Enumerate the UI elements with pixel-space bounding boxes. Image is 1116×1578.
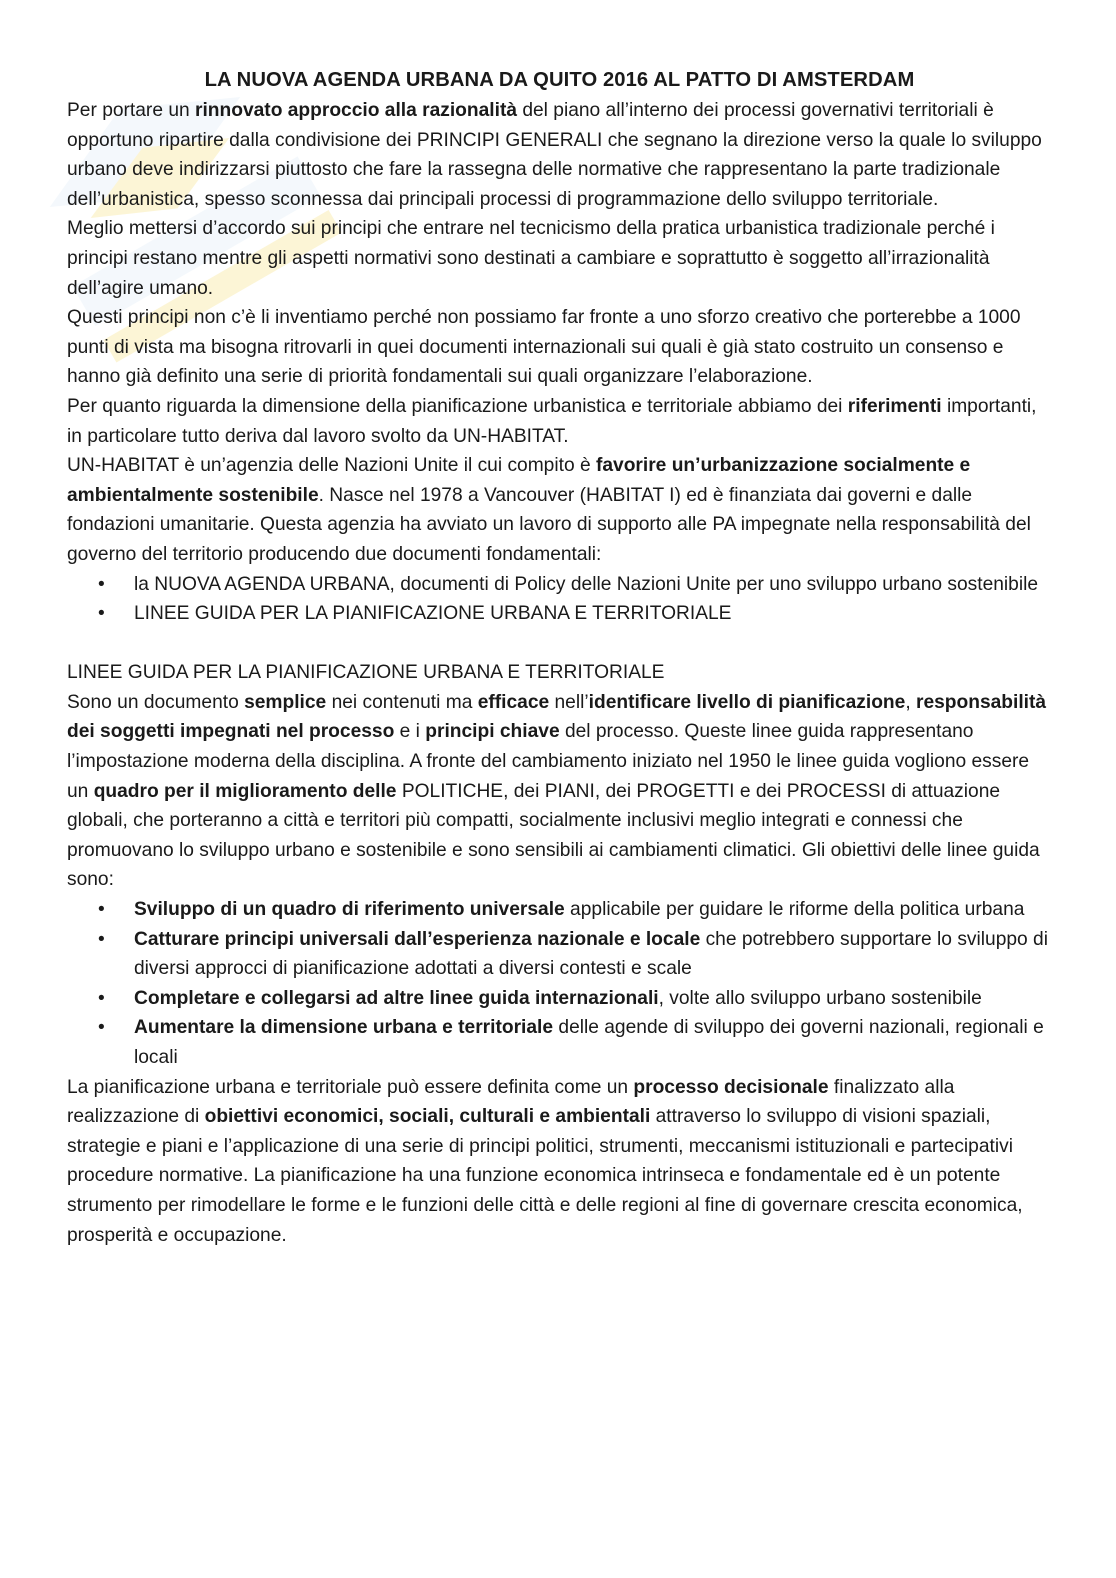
list-item: • Catturare principi universali dall’esperienza nazionale e locale che potrebbero supportare lo sviluppo di diversi approcci di pianificazione adottati a diversi contesti e scale: [67, 925, 1052, 984]
paragraph-definition: La pianificazione urbana e territoriale può essere definita come un processo decisionale finalizzato alla realizzazione di obiettivi economici, sociali, culturali e ambientali attraverso lo sviluppo di visioni spaziali, strategie e piani e l’applicazione di una serie di principi politici, strumenti, meccanismi istituzionali e partecipativi procedure normative. La pianificazione ha una funzione economica intrinseca e fondamentale ed è un potente strumento per rimodellare le forme e le funzioni delle città e delle regioni al fine di governare crescita economica, prosperità e occupazione.: [67, 1076, 1023, 1246]
paragraph-principles: Meglio mettersi d’accordo sui principi che entrare nel tecnicismo della pratica urbanistica tradizionale perché i principi restano mentre gli aspetti normativi sono destinati a cambiare e soprattutto è soggetto all’irrazionalità dell’agire umano.: [67, 218, 995, 299]
list-item: • Aumentare la dimensione urbana e territoriale delle agende di sviluppo dei governi nazionali, regionali e locali: [67, 1013, 1052, 1072]
document-page: [67, 64, 1052, 1250]
list-item: • Completare e collegarsi ad altre linee guida internazionali, volte allo sviluppo urbano sostenibile: [67, 984, 1052, 1014]
paragraph-guidelines: Sono un documento semplice nei contenuti ma efficace nell’identificare livello di pianificazione, responsabilità dei soggetti impegnati nel processo e i principi chiave del processo. Queste linee guida rappresentano l’impostazione moderna della disciplina. A fronte del cambiamento iniziato nel 1950 le linee guida vogliono essere un quadro per il miglioramento delle POLITICHE, dei PIANI, dei PROGETTI e dei PROCESSI di attuazione globali, che porteranno a città e territori più compatti, socialmente inclusivi meglio integrati e connessi che promuovano lo sviluppo urbano e sostenibile e sono sensibili ai cambiamenti climatici. Gli obiettivi delle linee guida sono:: [67, 691, 1047, 891]
paragraph-intro: Per portare un rinnovato approccio alla razionalità del piano all’interno dei processi governativi territoriali è opportuno ripartire dalla condivisione dei PRINCIPI GENERALI che segnano la direzione verso la quale lo sviluppo urbano deve indirizzarsi piuttosto che fare la rassegna delle normative che rappresentano la parte tradizionale dell’urbanistica, spesso sconnessa dai principali processi di programmazione dello sviluppo territoriale.: [67, 100, 1042, 210]
list-item: • Sviluppo di un quadro di riferimento universale applicabile per guidare le riforme della politica urbana: [67, 895, 1052, 925]
list-item: • LINEE GUIDA PER LA PIANIFICAZIONE URBANA E TERRITORIALE: [67, 599, 1052, 629]
paragraph-references: Per quanto riguarda la dimensione della pianificazione urbanistica e territoriale abbiamo dei riferimenti importanti, in particolare tutto deriva dal lavoro svolto da UN-HABITAT.: [67, 395, 1037, 447]
documents-list: [67, 570, 1052, 629]
page-title: LA NUOVA AGENDA URBANA DA QUITO 2016 AL PATTO DI AMSTERDAM: [204, 69, 915, 91]
section-heading: LINEE GUIDA PER LA PIANIFICAZIONE URBANA E TERRITORIALE: [67, 662, 665, 684]
paragraph-international-docs: Questi principi non c’è li inventiamo perché non possiamo far fronte a uno sforzo creativo che porterebbe a 1000 punti di vista ma bisogna ritrovarli in quei documenti internazionali sui quali è già stato costruito un consenso e hanno già definito una serie di priorità fondamentali sui quali organizzare l’elaborazione.: [67, 307, 1021, 388]
list-item: • la NUOVA AGENDA URBANA, documenti di Policy delle Nazioni Unite per uno sviluppo urbano sostenibile: [67, 570, 1052, 600]
spacer: [67, 629, 1052, 659]
paragraph-un-habitat: UN-HABITAT è un’agenzia delle Nazioni Unite il cui compito è favorire un’urbanizzazione socialmente e ambientalmente sostenibile. Nasce nel 1978 a Vancouver (HABITAT I) ed è finanziata dai governi e dalle fondazioni umanitarie. Questa agenzia ha avviato un lavoro di supporto alle PA impegnate nella responsabilità del governo del territorio producendo due documenti fondamentali:: [67, 455, 1031, 565]
objectives-list: [67, 895, 1052, 1073]
